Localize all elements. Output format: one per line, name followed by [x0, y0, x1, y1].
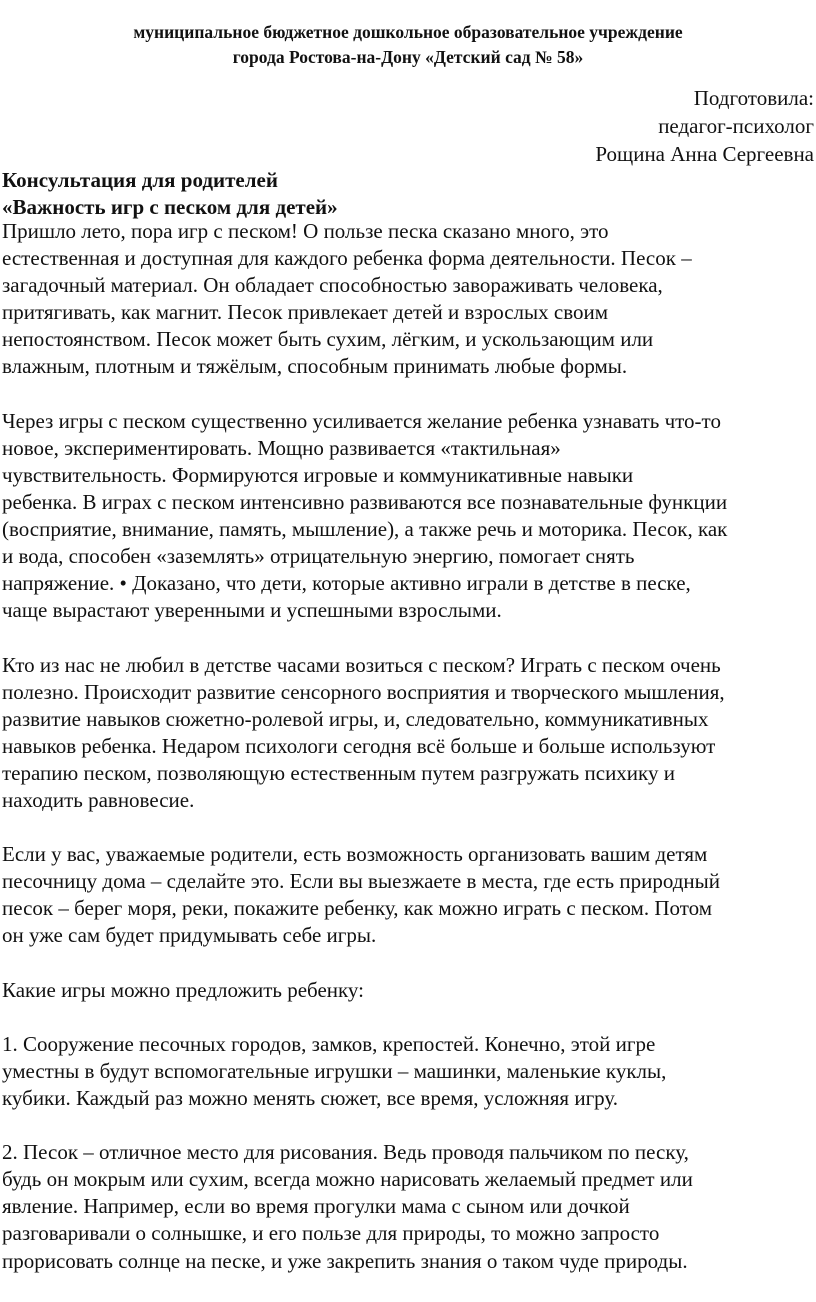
paragraph-line: Кто из нас не любил в детстве часами возиться с песком? Играть с песком очень — [2, 652, 721, 677]
institution-city-line: города Ростова-на-Дону «Детский сад № 58» — [232, 47, 584, 67]
paragraph-line: напряжение. • Доказано, что дети, которые активно играли в детстве в песке, — [2, 571, 691, 596]
paragraph-line: прорисовать солнце на песке, и уже закрепить знания о таком чуде природы. — [2, 1248, 688, 1273]
title-line-consultation: Консультация для родителей — [2, 168, 278, 192]
body-paragraph — [2, 218, 814, 381]
institution-name-line: муниципальное бюджетное дошкольное образовательное учреждение — [133, 22, 683, 42]
paragraph-line: Какие игры можно предложить ребенку: — [2, 977, 364, 1002]
body-paragraph — [2, 1031, 814, 1112]
institution-header — [0, 20, 816, 70]
paragraph-line: явление. Например, если во время прогулки мама с сыном или дочкой — [2, 1194, 630, 1219]
paragraph-line: будь он мокрым или сухим, всегда можно нарисовать желаемый предмет или — [2, 1167, 693, 1192]
body-paragraph — [2, 408, 814, 625]
paragraph-line: влажным, плотным и тяжёлым, способным принимать любые формы. — [2, 354, 628, 379]
paragraph-line: и вода, способен «заземлять» отрицательную энергию, помогает снять — [2, 544, 635, 569]
paragraph-line: Через игры с песком существенно усиливается желание ребенка узнавать что-то — [2, 408, 721, 433]
paragraph-line: ребенка. В играх с песком интенсивно развиваются все познавательные функции — [2, 489, 728, 514]
author-prepared-label: Подготовила: — [693, 86, 814, 110]
title-line-topic: «Важность игр с песком для детей» — [2, 195, 338, 219]
document-title — [2, 167, 338, 221]
body-paragraph — [2, 652, 814, 815]
paragraph-line: Пришло лето, пора игр с песком! О пользе песка сказано много, это — [2, 219, 609, 243]
paragraph-line: 1. Сооружение песочных городов, замков, крепостей. Конечно, этой игре — [2, 1031, 656, 1056]
paragraph-line: Если у вас, уважаемые родители, есть возможность организовать вашим детям — [2, 842, 708, 867]
paragraph-line: разговаривали о солнышке, и его пользе для природы, то можно запросто — [2, 1221, 660, 1246]
paragraph-line: естественная и доступная для каждого ребенка форма деятельности. Песок – — [2, 246, 692, 271]
paragraph-line: (восприятие, внимание, память, мышление), а также речь и моторика. Песок, как — [2, 517, 728, 542]
paragraph-line: навыков ребенка. Недаром психологи сегодня всё больше и больше используют — [2, 733, 716, 758]
paragraph-line: полезно. Происходит развитие сенсорного восприятия и творческого мышления, — [2, 679, 725, 704]
paragraph-line: находить равновесие. — [2, 787, 195, 812]
author-position: педагог-психолог — [658, 114, 814, 138]
author-block — [595, 84, 814, 168]
paragraph-line: загадочный материал. Он обладает способностью завораживать человека, — [2, 273, 663, 298]
paragraph-line: чаще вырастают уверенными и успешными взрослыми. — [2, 598, 502, 623]
document-body — [2, 218, 814, 1302]
paragraph-line: развитие навыков сюжетно-ролевой игры, и, следовательно, коммуникативных — [2, 706, 709, 731]
paragraph-line: чувствительность. Формируются игровые и коммуникативные навыки — [2, 462, 634, 487]
paragraph-line: песок – берег моря, реки, покажите ребенку, как можно играть с песком. Потом — [2, 896, 712, 921]
paragraph-line: он уже сам будет придумывать себе игры. — [2, 923, 377, 948]
body-paragraph — [2, 977, 814, 1004]
paragraph-line: терапию песком, позволяющую естественным путем разгружать психику и — [2, 760, 675, 785]
paragraph-line: кубики. Каждый раз можно менять сюжет, все время, усложняя игру. — [2, 1086, 619, 1110]
body-paragraph — [2, 841, 814, 949]
author-name: Рощина Анна Сергеевна — [595, 142, 814, 166]
paragraph-line: новое, экспериментировать. Мощно развивается «тактильная» — [2, 435, 561, 460]
paragraph-line: 2. Песок – отличное место для рисования. Ведь проводя пальчиком по песку, — [2, 1140, 689, 1165]
paragraph-line: непостоянством. Песок может быть сухим, лёгким, и ускользающим или — [2, 327, 654, 352]
paragraph-line: притягивать, как магнит. Песок привлекает детей и взрослых своим — [2, 300, 609, 325]
body-paragraph — [2, 1139, 814, 1274]
paragraph-line: песочницу дома – сделайте это. Если вы выезжаете в места, где есть природный — [2, 869, 720, 894]
paragraph-line: уместны в будут вспомогательные игрушки – машинки, маленькие куклы, — [2, 1058, 667, 1083]
